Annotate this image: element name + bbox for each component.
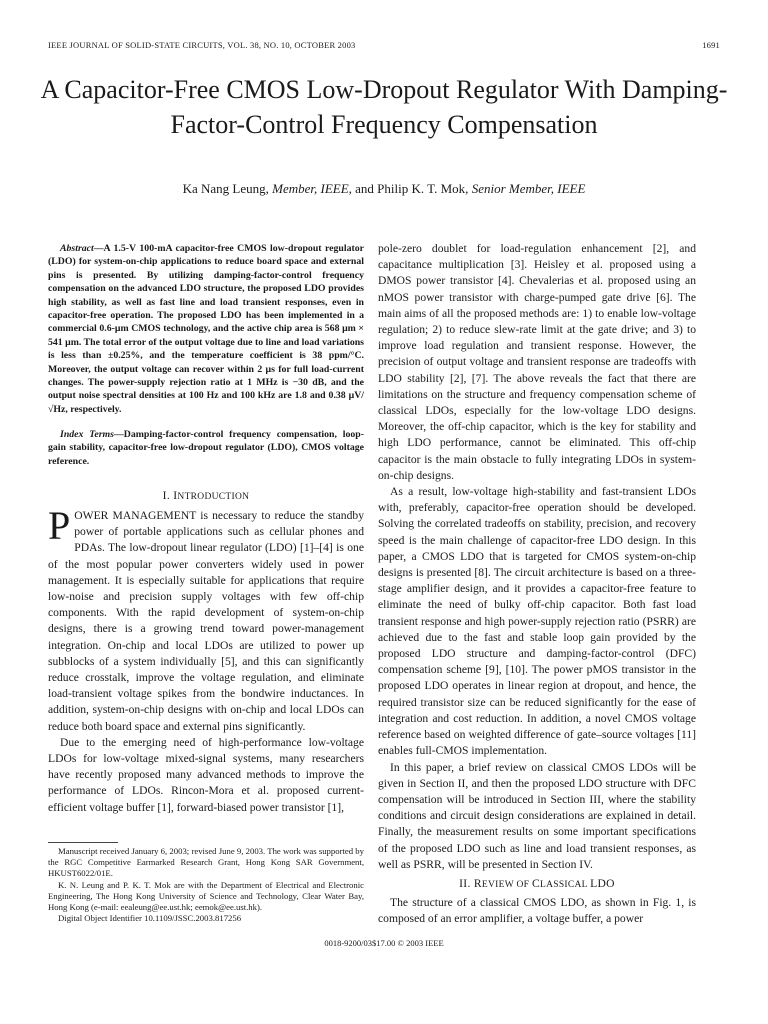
drop-cap: P	[48, 503, 71, 548]
section2-lassical: LASSICAL	[539, 880, 591, 890]
index-terms	[48, 428, 364, 468]
footnote-affiliation: K. N. Leung and P. K. T. Mok are with the Department of Electrical and Electronic Engineering, The Hong Kong University of Science and Technology, Clear Water Bay, Hong Kong (e-mail: eealeung@ee.ust.hk; eemok@ee.ust.hk).	[48, 879, 364, 913]
footnote-doi: Digital Object Identifier 10.1109/JSSC.2003.817256	[58, 913, 242, 924]
page-number: 1691	[702, 40, 720, 50]
section2-eview: EVIEW OF	[481, 880, 532, 890]
review-body	[378, 895, 696, 927]
footnote	[48, 846, 364, 924]
abstract-label: Abstract	[60, 243, 94, 254]
intro-paragraph-2: Due to the emerging need of high-performance low-voltage LDOs for low-voltage mixed-signal systems, many researchers have recently proposed many advanced methods to improve the performance of LDOs. Rincon-Mora et al. proposed current-efficient voltage buffer [1], forward-biased power transistor [1],	[48, 735, 364, 814]
section2-number: II.	[459, 877, 474, 890]
copyright-footer: 0018-9200/03$17.00 © 2003 IEEE	[324, 938, 444, 948]
introduction-body	[48, 503, 364, 816]
intro-paragraph-1	[48, 503, 364, 735]
section-title-initial: I	[173, 489, 178, 502]
index-terms-text: —Damping-factor-control frequency compensation, loop-gain stability, capacitor-free low-dropout regulator (LDO), CMOS voltage reference.	[48, 429, 364, 467]
running-header	[48, 40, 720, 50]
footnote-manuscript: Manuscript received January 6, 2003; revised June 9, 2003. The work was supported by the RGC Competitive Earmarked Research Grant, Hong Kong SAR Government, HKUST6022/01E.	[48, 846, 364, 879]
right-paragraph-3: In this paper, a brief review on classical CMOS LDOs will be given in Section II, and then the proposed LDO structure with DFC compensation will be introduced in Section III, where the stability conditions and circuit design considerations are explained in detail. Finally, the measurement results on some important specifications of the proposed LDO such as line and load transient responses, as well as PSRR, will be presented in Section IV.	[378, 760, 696, 871]
abstract	[48, 242, 364, 416]
author-role-2: Senior Member, IEEE	[471, 181, 586, 196]
author-text-1: Ka Nang Leung,	[182, 181, 273, 196]
section-number: I.	[162, 489, 174, 502]
abstract-text: —A 1.5-V 100-mA capacitor-free CMOS low-dropout regulator (LDO) for system-on-chip applications to reduce board space and external pins is presented. By utilizing damping-factor-control frequency compensation on the advanced LDO structure, the proposed LDO provides high stability, as well as fast line and load transient responses, even in capacitor-free operation. The proposed LDO has been implemented in a commercial 0.6-μm CMOS technology, and the active chip area is 568 μm × 541 μm. The total error of the output voltage due to line and load variations is less than ±0.25%, and the temperature coefficient is 38 ppm/°C. Moreover, the output voltage can recover within 2 μs for full load-current changes. The power-supply rejection ratio at 1 MHz is −30 dB, and the output noise spectral densities at 100 Hz and 100 kHz are 1.8 and 0.38 μV/√Hz, respectively.	[48, 243, 364, 415]
section-heading-review	[378, 877, 696, 890]
journal-name: IEEE JOURNAL OF SOLID-STATE CIRCUITS, VOL. 38, NO. 10, OCTOBER 2003	[48, 40, 356, 50]
intro-paragraph-1-text: OWER MANAGEMENT is necessary to reduce the standby power of portable applications such as cellular phones and PDAs. The low-dropout linear regulator (LDO) [1]–[4] is one of the most popular power converters widely used in power management. It is especially suitable for applications that require low-noise and precision supply voltages with few off-chip components. With the rapid development of system-on-chip designs, there is a growing trend toward power-management integration. On-chip and local LDOs are utilized to power up subblocks of a system individually [5], and this can significantly reduce crosstalk, improve the voltage regulation, and eliminate load-transient voltage spikes from the bondwire inductances. In addition, system-on-chip designs with on-chip and local LDOs can reduce both board space and external pins significantly.	[48, 509, 364, 733]
review-paragraph-1: The structure of a classical CMOS LDO, as shown in Fig. 1, is composed of an error amplifier, a voltage buffer, a power	[378, 896, 696, 926]
section2-c: C	[531, 877, 540, 890]
author-line	[40, 181, 728, 197]
right-column-body	[378, 241, 696, 873]
author-text-2: and Philip K. T. Mok,	[351, 181, 472, 196]
section-heading-introduction	[48, 489, 364, 502]
section2-ldo: LDO	[590, 877, 615, 890]
right-paragraph-1: pole-zero doublet for load-regulation enhancement [2], and capacitance multiplication [3]. Heisley et al. proposed using a DMOS power transistor [4]. Chevalerias et al. proposed using an nMOS power transistor with charge-pumped gate drive [6]. The main aims of all the proposed methods are: 1) to enable low-voltage regulation; 2) to reduce slew-rate limit at the gate drive; and 3) to improve load regulation and transient response. However, the precision of output voltage and transient response are tradeoffs with LDO stability [2], [7]. The above reveals the fact that there are limitations on the structure and frequency compensation scheme of classical LDOs, especially for the low-voltage LDO designs. Moreover, the off-chip capacitor, which is the key for stability and high LDO performance, cannot be eliminated. This off-chip capacitor is the main obstacle to fully integrating LDOs in system-on-chip designs.	[378, 242, 696, 482]
paper-title: A Capacitor-Free CMOS Low-Dropout Regulator With Damping-Factor-Control Frequency Compensation	[40, 75, 728, 139]
index-terms-label: Index Terms	[60, 429, 114, 440]
author-role-1: Member, IEEE,	[272, 181, 352, 196]
footnote-rule	[48, 842, 118, 843]
right-paragraph-2: As a result, low-voltage high-stability and fast-transient LDOs with, preferably, capacitor-free operation should be developed. Solving the correlated tradeoffs on stability, precision, and recovery speed is the main challenge of capacitor-free LDO design. In this paper, a CMOS LDO that is targeted for CMOS system-on-chip designs is presented [8]. The circuit architecture is based on a three-stage amplifier design, and it provides a capacitor-free feature to eliminate the need of bulky off-chip capacitor. Both fast load transient response and high power-supply rejection ratio (PSRR) are achieved due to the fast and stable loop gain provided by the proposed LDO structure and damping-factor-control (DFC) compensation scheme [9], [10]. The power pMOS transistor in the proposed LDO operates in linear region at dropout, and hence, the required transistor size can be reduced significantly for the ease of integration and cost reduction. In addition, a novel CMOS voltage reference based on weighted difference of gate–source voltages [11] enables full-CMOS implementation.	[378, 485, 696, 758]
section-title-rest: NTRODUCTION	[177, 492, 250, 502]
section2-r: R	[473, 877, 482, 890]
